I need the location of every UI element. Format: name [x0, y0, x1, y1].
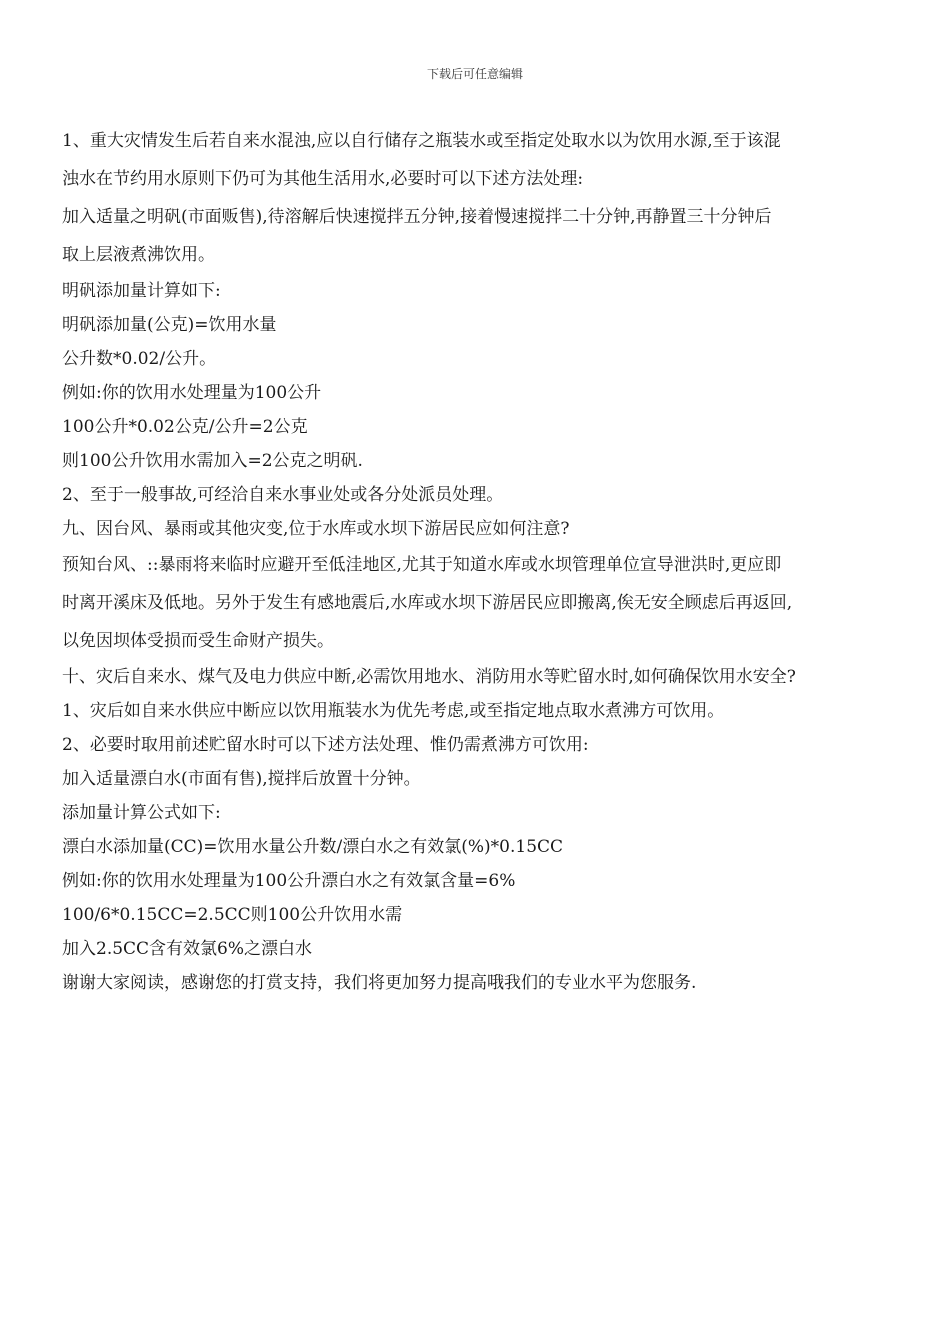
text-line: 添加量计算公式如下: [62, 803, 221, 823]
text-line: 则100公升饮用水需加入=2公克之明矾. [62, 451, 363, 471]
text-line: 浊水在节约用水原则下仍可为其他生活用水,必要时可以下述方法处理: [62, 169, 584, 189]
text-line: 2、至于一般事故,可经洽自来水事业处或各分处派员处理。 [62, 485, 504, 505]
text-line: 十、灾后自来水、煤气及电力供应中断,必需饮用地水、消防用水等贮留水时,如何确保饮用水安全? [62, 667, 796, 687]
page-header-note: 下载后可任意编辑 [426, 67, 523, 81]
text-line: 加入2.5CC含有效氯6%之漂白水 [62, 939, 313, 959]
closing-text-line: 谢谢大家阅读，感谢您的打赏支持，我们将更加努力提高哦我们的专业水平为您服务. [62, 973, 697, 993]
text-line: 明矾添加量计算如下: [62, 281, 221, 301]
text-line: 2、必要时取用前述贮留水时可以下述方法处理、惟仍需煮沸方可饮用: [62, 735, 589, 755]
text-line: 公升数*0.02/公升。 [62, 349, 217, 369]
text-line: 预知台风、::暴雨将来临时应避开至低洼地区,尤其于知道水库或水坝管理单位宣导泄洪时,更应即 [62, 555, 782, 575]
text-line: 加入适量漂白水(市面有售),搅拌后放置十分钟。 [62, 769, 421, 789]
text-line: 加入适量之明矾(市面贩售),待溶解后快速搅拌五分钟,接着慢速搅拌二十分钟,再静置三十分钟后 [62, 207, 772, 227]
text-line: 明矾添加量(公克)=饮用水量 [62, 315, 277, 335]
text-line: 100公升*0.02公克/公升=2公克 [62, 417, 308, 437]
text-line: 漂白水添加量(CC)=饮用水量公升数/漂白水之有效氯(%)*0.15CC [62, 837, 564, 857]
text-line: 1、灾后如自来水供应中断应以饮用瓶装水为优先考虑,或至指定地点取水煮沸方可饮用。 [62, 701, 725, 721]
document-body [62, 122, 902, 1000]
text-line: 九、因台风、暴雨或其他灾变,位于水库或水坝下游居民应如何注意? [62, 519, 570, 539]
text-line: 1、重大灾情发生后若自来水混浊,应以自行储存之瓶装水或至指定处取水以为饮用水源,至于该混 [62, 131, 781, 151]
text-line: 100/6*0.15CC=2.5CC则100公升饮用水需 [62, 905, 403, 925]
text-line: 取上层液煮沸饮用。 [62, 245, 215, 265]
text-line: 例如:你的饮用水处理量为100公升 [62, 383, 322, 403]
text-line: 例如:你的饮用水处理量为100公升漂白水之有效氯含量=6% [62, 871, 516, 891]
text-line: 以免因坝体受损而受生命财产损失。 [62, 631, 334, 651]
text-line: 时离开溪床及低地。另外于发生有感地震后,水库或水坝下游居民应即搬离,俟无安全顾虑后再返回, [62, 593, 793, 613]
